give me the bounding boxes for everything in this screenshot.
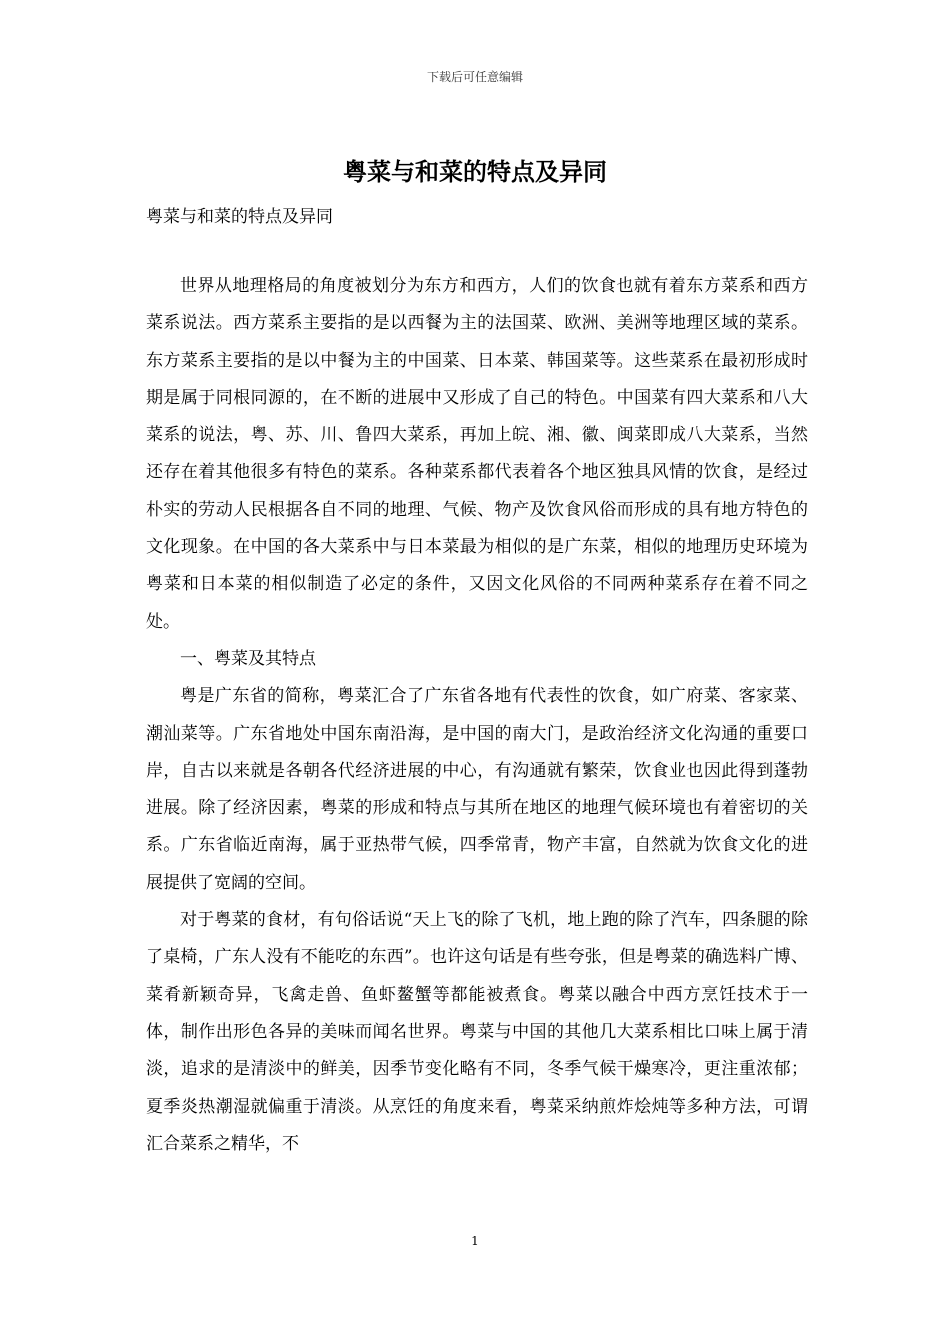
paragraph-cantonese-ingredients: 对于粤菜的食材，有句俗话说“天上飞的除了飞机，地上跑的除了汽车，四条腿的除了桌椅，广东人没有不能吃的东西”。也许这句话是有些夸张，但是粤菜的确选料广博、菜肴新颖奇异，飞禽走兽、鱼虾鳌蟹等都能被煮食。粤菜以融合中西方烹饪技术于一体，制作出形色各异的美味而闻名世界。粤菜与中国的其他几大菜系相比口味上属于清淡，追求的是清淡中的鲜美，因季节变化略有不同，冬季气候干燥寒冷，更注重浓郁；夏季炎热潮湿就偏重于清淡。从烹饪的角度来看，粤菜采纳煎炸烩炖等多种方法，可谓汇合菜系之精华，不 <box>146 910 808 1154</box>
page-number: 1 <box>471 1234 479 1248</box>
paragraph-cantonese-overview: 粤是广东省的简称，粤菜汇合了广东省各地有代表性的饮食，如广府菜、客家菜、潮汕菜等。广东省地处中国东南沿海，是中国的南大门，是政治经济文化沟通的重要口岸，自古以来就是各朝各代经济进展的中心，有沟通就有繁荣，饮食业也因此得到蓬勃进展。除了经济因素，粤菜的形成和特点与其所在地区的地理气候环境也有着密切的关系。广东省临近南海，属于亚热带气候，四季常青，物产丰富，自然就为饮食文化的进展提供了宽阔的空间。 <box>146 686 808 893</box>
document-body <box>146 268 808 1163</box>
document-subtitle: 粤菜与和菜的特点及异同 <box>146 207 333 227</box>
document-title: 粤菜与和菜的特点及异同 <box>343 157 607 186</box>
paragraph-intro: 世界从地理格局的角度被划分为东方和西方，人们的饮食也就有着东方菜系和西方菜系说法。西方菜系主要指的是以西餐为主的法国菜、欧洲、美洲等地理区域的菜系。东方菜系主要指的是以中餐为主的中国菜、日本菜、韩国菜等。这些菜系在最初形成时期是属于同根同源的，在不断的进展中又形成了自己的特色。中国菜有四大菜系和八大菜系的说法，粤、苏、川、鲁四大菜系，再加上皖、湘、徽、闽菜即成八大菜系，当然还存在着其他很多有特色的菜系。各种菜系都代表着各个地区独具风情的饮食，是经过朴实的劳动人民根据各自不同的地理、气候、物产及饮食风俗而形成的具有地方特色的文化现象。在中国的各大菜系中与日本菜最为相似的是广东菜，相似的地理历史环境为粤菜和日本菜的相似制造了必定的条件，又因文化风俗的不同两种菜系存在着不同之处。 <box>146 276 808 632</box>
section-heading: 一、粤菜及其特点 <box>180 648 316 669</box>
header-note: 下载后可任意编辑 <box>426 70 523 84</box>
